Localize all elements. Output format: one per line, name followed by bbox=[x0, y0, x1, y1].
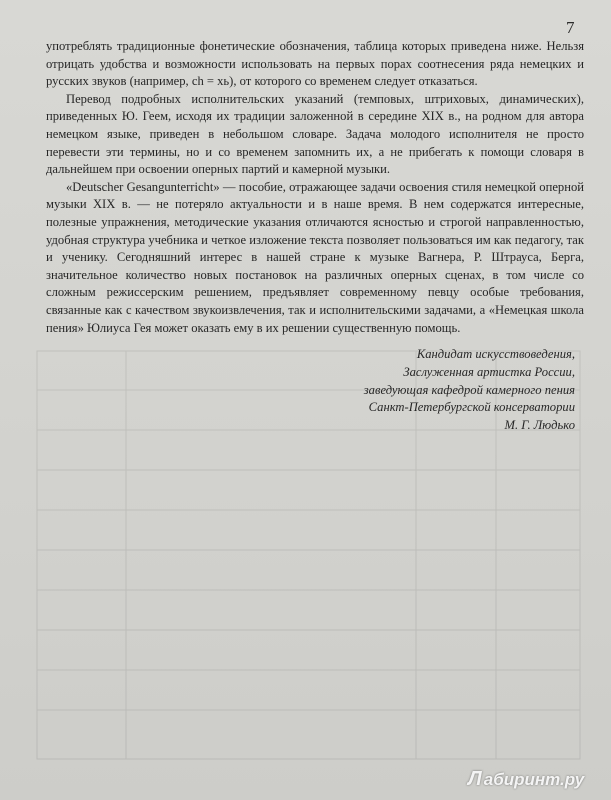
body-text bbox=[46, 38, 584, 337]
labirint-logo-icon: Л bbox=[468, 768, 482, 790]
signature-line: Заслуженная артистка России, bbox=[403, 364, 575, 379]
signature-line: Санкт-Петербургской консерватории bbox=[368, 400, 575, 415]
signature-line: Кандидат искусствоведения, bbox=[416, 347, 575, 361]
page-number: 7 bbox=[566, 18, 575, 37]
signature-line: заведующая кафедрой камерного пения bbox=[363, 382, 575, 397]
paragraph-1: употреблять традиционные фонетические обозначения, таблица которых приведена ниже. Нельзя отрицать удобства и возможности использовать на первых порах соотнесения ряда немецких и русских звуков (например, ch = хь), от которого со временем следует отказаться. bbox=[46, 39, 584, 89]
labirint-watermark bbox=[468, 768, 584, 791]
signature-block bbox=[364, 346, 575, 435]
paragraph-2: Перевод подробных исполнительских указаний (темповых, штриховых, динамических), приведенных Ю. Геем, исходя их традиции заложенной в середине XIX в., на родном для автора немецком языке, приведен в небольшом словаре. Задача молодого исполнителя не просто перевести эти термины, но и со временем запомнить их, а не прибегать к помощи словаря в дальнейшем при освоении оперных партий и камерной музыки. bbox=[46, 91, 584, 177]
signature-author: М. Г. Людько bbox=[504, 418, 575, 433]
paragraph-3: «Deutscher Gesangunterricht» — пособие, отражающее задачи освоения стиля немецкой оперной музыки XIX в. — не потеряло актуальности и в наше время. В нем содержатся интересные, полезные упражнения, методические указания отличаются ясностью и строгой направленностью, удобная структура учебника и четкое изложение текста позволяет пользоваться им как педагогу, так и ученику. Сегодняшний интерес в нашей стране к музыке Вагнера, Р. Штрауса, Берга, значительное количество новых постановок на различных оперных сценах, в том числе со сложным режиссерским решением, предъявляет современному певцу особые требования, связанные как с качеством звукоизвлечения, так и исполнительскими задачами, а «Немецкая школа пения» Юлиуса Гея может оказать ему в их решении существенную помощь. bbox=[46, 179, 584, 335]
watermark-text: абиринт.ру bbox=[483, 770, 585, 789]
